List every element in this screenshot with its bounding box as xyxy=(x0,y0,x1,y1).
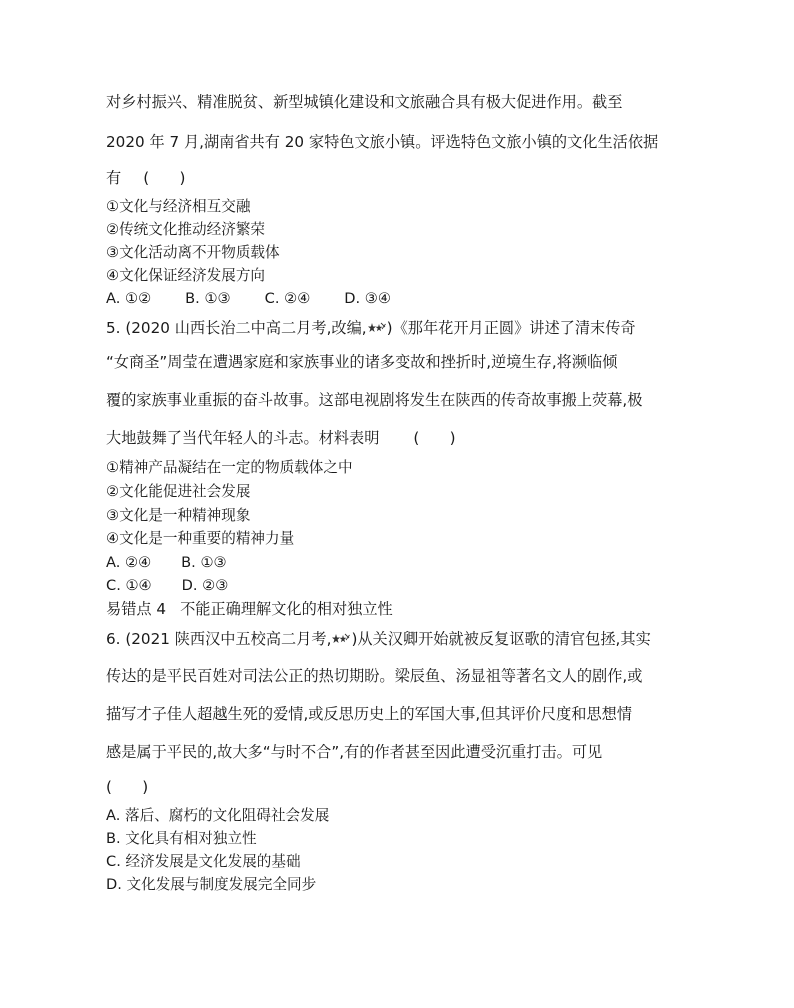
q6-line-5 xyxy=(106,777,148,797)
answer-paren: ( ) xyxy=(106,778,149,796)
q5-line-1-rest: )《那年花开月正圆》讲述了清末传奇 xyxy=(386,319,636,337)
q6-line-1 xyxy=(106,629,651,649)
answer-paren: ( ) xyxy=(143,169,186,187)
q4-line-3-text: 有 xyxy=(106,169,122,187)
q4-statement-2: ②传统文化推动经济繁荣 xyxy=(106,221,266,238)
difficulty-stars-icon xyxy=(332,633,350,645)
q5-source: 5. (2020 山西长治二中高二月考,改编, xyxy=(106,319,367,337)
q5-line-3: 覆的家族事业重振的奋斗故事。这部电视剧将发生在陕西的传奇故事搬上荧幕,极 xyxy=(106,391,643,409)
q5-choices-row-2 xyxy=(106,576,228,596)
answer-paren: ( ) xyxy=(413,429,456,447)
q5-line-4 xyxy=(106,428,456,448)
q6-choice-b: B. 文化具有相对独立性 xyxy=(106,830,257,847)
q5-choice-d: D. ②③ xyxy=(181,577,229,594)
q4-statement-3: ③文化活动离不开物质载体 xyxy=(106,244,280,261)
section-heading xyxy=(106,599,393,619)
q4-statement-4: ④文化保证经济发展方向 xyxy=(106,267,266,284)
q4-line-1: 对乡村振兴、精准脱贫、新型城镇化建设和文旅融合具有极大促进作用。截至 xyxy=(106,93,623,111)
q6-line-4: 感是属于平民的,故大多“与时不合”,有的作者甚至因此遭受沉重打击。可见 xyxy=(106,743,603,761)
difficulty-stars-icon xyxy=(368,322,386,334)
q6-source: 6. (2021 陕西汉中五校高二月考, xyxy=(106,630,332,648)
q6-line-3: 描写才子佳人超越生死的爱情,或反思历史上的军国大事,但其评价尺度和思想情 xyxy=(106,705,633,723)
q4-choice-a: A. ①② xyxy=(106,290,152,307)
q5-statement-2: ②文化能促进社会发展 xyxy=(106,483,251,500)
q6-line-2: 传达的是平民百姓对司法公正的热切期盼。梁辰鱼、汤显祖等著名文人的剧作,或 xyxy=(106,667,643,685)
q5-statement-4: ④文化是一种重要的精神力量 xyxy=(106,530,295,547)
q4-choice-c: C. ②④ xyxy=(264,290,311,307)
q6-line-1-rest: )从关汉卿开始就被反复讴歌的清官包拯,其实 xyxy=(351,630,651,648)
q5-choice-a: A. ②④ xyxy=(106,554,152,571)
q5-line-1 xyxy=(106,318,636,338)
q4-choices xyxy=(106,289,391,309)
q4-choice-b: B. ①③ xyxy=(185,290,231,307)
q4-statement-1: ①文化与经济相互交融 xyxy=(106,198,251,215)
section-label: 易错点 4 xyxy=(106,600,167,618)
q5-statement-3: ③文化是一种精神现象 xyxy=(106,507,251,524)
q5-choice-b: B. ①③ xyxy=(181,554,227,571)
q6-choice-c: C. 经济发展是文化发展的基础 xyxy=(106,853,301,870)
q5-choice-c: C. ①④ xyxy=(106,577,152,594)
q5-statement-1: ①精神产品凝结在一定的物质载体之中 xyxy=(106,459,353,476)
q5-choices-row-1 xyxy=(106,553,227,573)
q4-line-2: 2020 年 7 月,湖南省共有 20 家特色文旅小镇。评选特色文旅小镇的文化生活依据 xyxy=(106,133,659,151)
q5-line-2: “女商圣”周莹在遭遇家庭和家族事业的诸多变故和挫折时,逆境生存,将濒临倾 xyxy=(106,353,618,371)
section-title: 不能正确理解文化的相对独立性 xyxy=(180,600,393,618)
q4-line-3 xyxy=(106,168,185,188)
q6-choice-a: A. 落后、腐朽的文化阻碍社会发展 xyxy=(106,807,330,824)
q4-choice-d: D. ③④ xyxy=(344,290,391,307)
q6-choice-d: D. 文化发展与制度发展完全同步 xyxy=(106,876,317,893)
q5-line-4-text: 大地鼓舞了当代年轻人的斗志。材料表明 xyxy=(106,429,380,447)
